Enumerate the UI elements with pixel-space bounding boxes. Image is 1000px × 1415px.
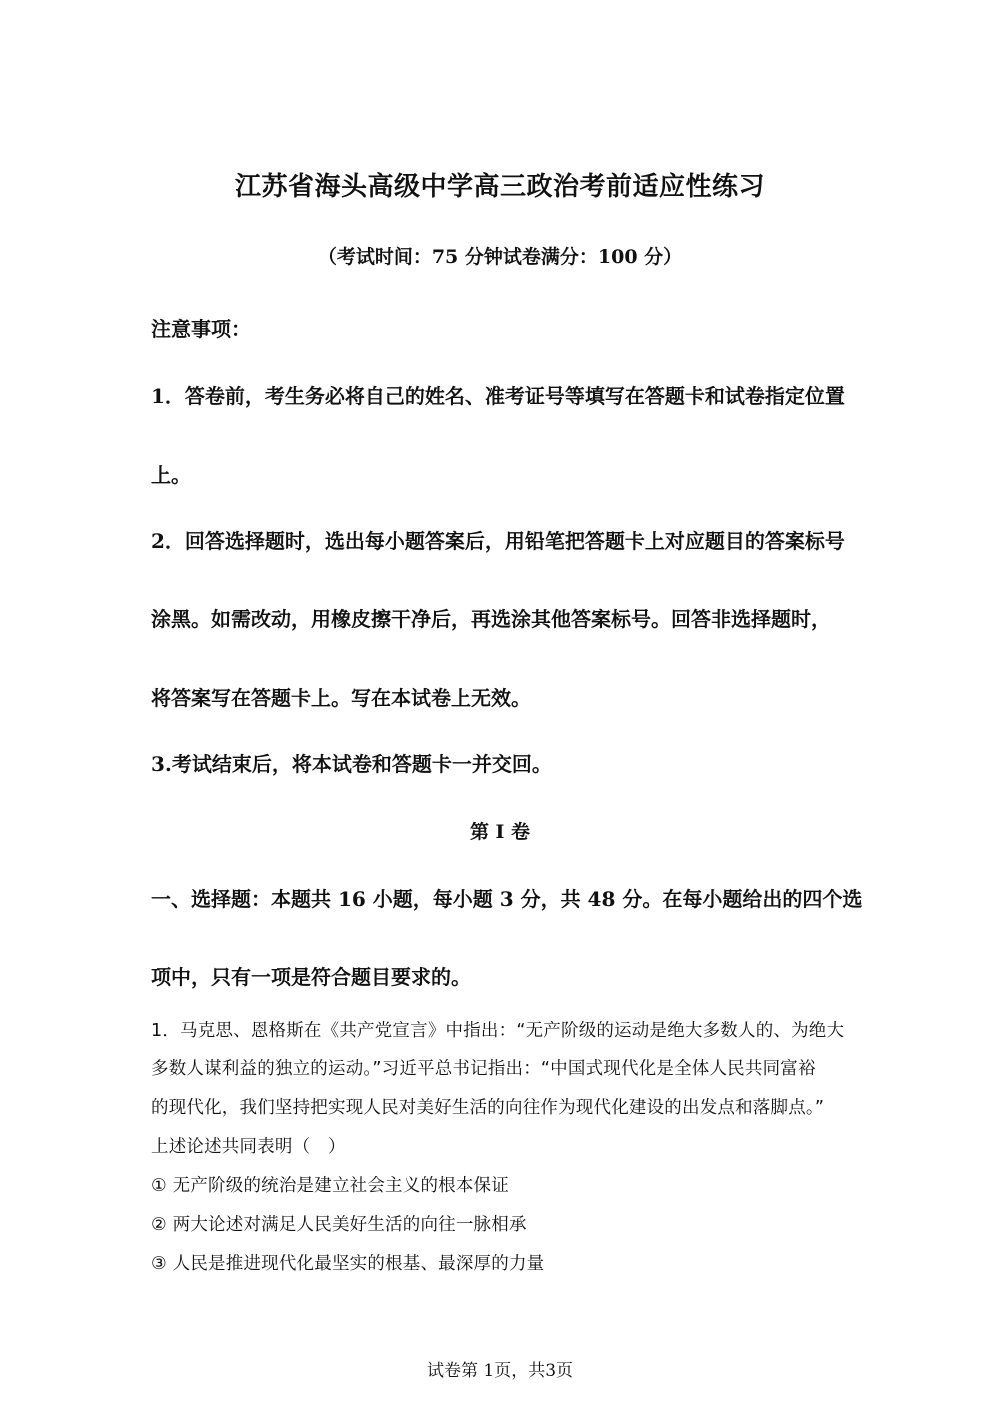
note-line: 涂黑。如需改动，用橡皮擦干净后，再选涂其他答案标号。回答非选择题时， [151,607,831,631]
question-option: ③ 人民是推进现代化最坚实的根基、最深厚的力量 [151,1254,545,1274]
question-option: ① 无产阶级的统治是建立社会主义的根本保证 [151,1176,509,1196]
exam-subtitle: （考试时间：75 分钟试卷满分：100 分） [317,246,683,268]
section-instruction: 项中，只有一项是符合题目要求的。 [151,965,471,989]
question-stem-line: 1．马克思、恩格斯在《共产党宣言》中指出：“无产阶级的运动是绝大多数人的、为绝大 [151,1021,845,1041]
page-footer: 试卷第 1页，共3页 [426,1361,574,1381]
section-instruction: 一、选择题：本题共 16 小题，每小题 3 分，共 48 分。在每小题给出的四个选 [151,887,863,911]
question-stem-line: 多数人谋利益的独立的运动。”习近平总书记指出：“中国式现代化是全体人民共同富裕 [151,1059,816,1079]
question-stem-line: 的现代化，我们坚持把实现人民对美好生活的向往作为现代化建设的出发点和落脚点。” [151,1098,825,1118]
question-option: ② 两大论述对满足人民美好生活的向往一脉相承 [151,1215,527,1235]
question-stem-line: 上述论述共同表明（ ） [151,1137,346,1157]
note-line: 3.考试结束后，将本试卷和答题卡一并交回。 [151,752,552,776]
exam-title: 江苏省海头高级中学高三政治考前适应性练习 [234,172,765,202]
note-line: 将答案写在答题卡上。写在本试卷上无效。 [151,686,531,710]
section-label: 第 I 卷 [469,821,531,843]
note-line: 上。 [151,463,191,487]
note-line: 2．回答选择题时，选出每小题答案后，用铅笔把答题卡上对应题目的答案标号 [151,529,845,553]
note-line: 1．答卷前，考生务必将自己的姓名、准考证号等填写在答题卡和试卷指定位置 [151,384,845,408]
notes-heading: 注意事项： [151,317,251,341]
